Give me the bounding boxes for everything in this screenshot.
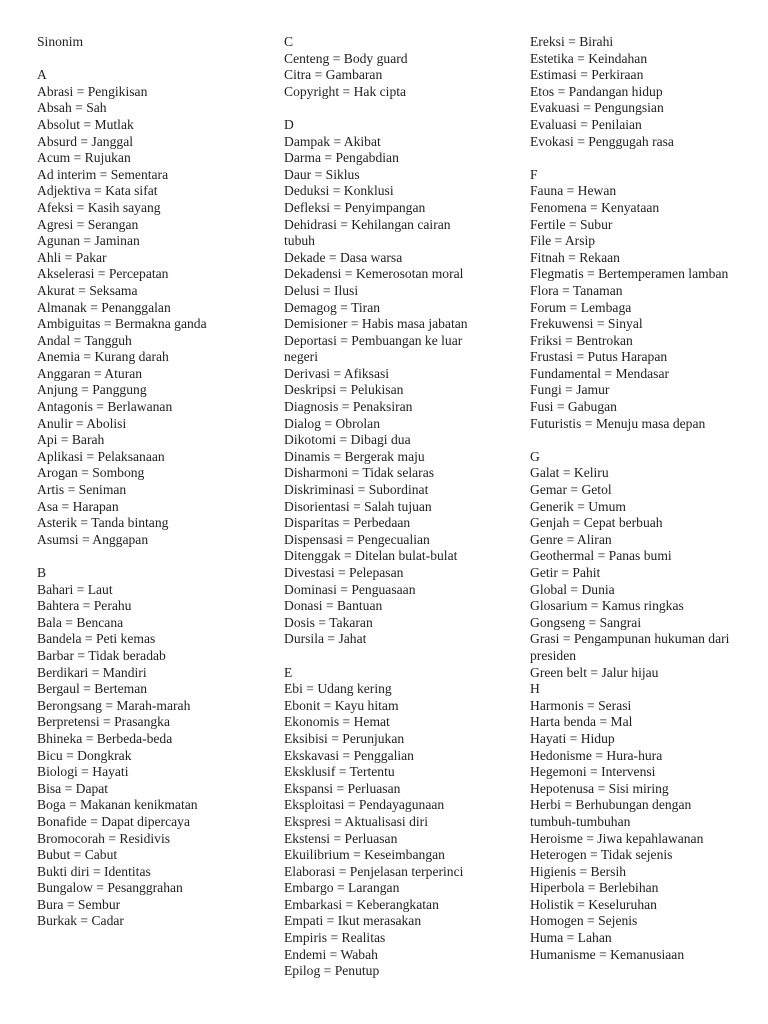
synonym-entry: Hedonisme = Hura-hura <box>530 747 663 763</box>
synonym-entry: Asa = Harapan <box>37 498 119 514</box>
synonym-entry: Arogan = Sombong <box>37 465 145 481</box>
synonym-entry: Eksklusif = Tertentu <box>284 764 395 780</box>
synonym-entry: Disorientasi = Salah tujuan <box>284 498 432 514</box>
synonym-entry: Evaluasi = Penilaian <box>530 116 642 132</box>
synonym-entry: Demagog = Tiran <box>284 299 381 315</box>
synonym-entry: Andal = Tangguh <box>37 332 132 348</box>
synonym-entry: Grasi = Pengampunan hukuman dari presiden <box>530 631 730 663</box>
synonym-entry: Artis = Seniman <box>37 482 127 498</box>
column-3 <box>530 34 730 963</box>
section-heading: D <box>284 116 294 132</box>
synonym-entry: Anjung = Panggung <box>37 382 147 398</box>
synonym-entry: Fungi = Jamur <box>530 382 610 398</box>
section-heading: E <box>284 664 293 680</box>
synonym-entry: Berdikari = Mandiri <box>37 664 147 680</box>
synonym-entry: Global = Dunia <box>530 581 615 597</box>
synonym-entry: Estimasi = Perkiraan <box>530 67 644 83</box>
synonym-entry: Aplikasi = Pelaksanaan <box>37 448 165 464</box>
synonym-entry: Epilog = Penutup <box>284 963 380 979</box>
synonym-entry: Anggaran = Aturan <box>37 365 143 381</box>
synonym-entry: Getir = Pahit <box>530 565 601 580</box>
spacer <box>284 100 479 117</box>
synonym-entry: Heroisme = Jiwa kepahlawanan <box>530 830 704 846</box>
synonym-entry: Absurd = Janggal <box>37 133 134 149</box>
synonym-entry: Diagnosis = Penaksiran <box>284 399 413 415</box>
synonym-entry: Disparitas = Perbedaan <box>284 515 411 531</box>
synonym-entry: Endemi = Wabah <box>284 946 378 962</box>
synonym-entry: Ekspresi = Aktualisasi diri <box>284 813 428 829</box>
synonym-entry: Dispensasi = Pengecualian <box>284 531 430 547</box>
synonym-entry: Dosis = Takaran <box>284 614 373 630</box>
synonym-entry: Hayati = Hidup <box>530 730 615 746</box>
synonym-entry: Absolut = Mutlak <box>37 116 134 132</box>
spacer <box>284 648 479 665</box>
synonym-entry: Dinamis = Bergerak maju <box>284 448 425 464</box>
synonym-entry: Ahli = Pakar <box>37 249 107 265</box>
synonym-entry: Bahtera = Perahu <box>37 598 132 614</box>
synonym-entry: Bura = Sembur <box>37 896 121 912</box>
synonym-entry: Barbar = Tidak beradab <box>37 647 166 663</box>
column-2 <box>284 34 479 980</box>
synonym-entry: Delusi = Ilusi <box>284 282 359 298</box>
synonym-entry: Harmonis = Serasi <box>530 697 632 713</box>
synonym-entry: Bubut = Cabut <box>37 847 118 863</box>
synonym-entry: Futuristis = Menuju masa depan <box>530 415 706 431</box>
synonym-entry: Antagonis = Berlawanan <box>37 399 173 415</box>
synonym-entry: Ebonit = Kayu hitam <box>284 697 399 713</box>
synonym-entry: Harta benda = Mal <box>530 714 633 730</box>
synonym-entry: Bandela = Peti kemas <box>37 631 156 647</box>
synonym-entry: Empati = Ikut merasakan <box>284 913 422 929</box>
synonym-entry: Citra = Gambaran <box>284 67 383 83</box>
column-1 <box>37 34 252 930</box>
synonym-entry: Bergaul = Berteman <box>37 681 148 697</box>
synonym-entry: Dursila = Jahat <box>284 631 367 647</box>
synonym-entry: Dominasi = Penguasaan <box>284 581 416 597</box>
synonym-entry: Absah = Sah <box>37 100 107 116</box>
synonym-entry: Ekspansi = Perluasan <box>284 780 401 796</box>
synonym-entry: Boga = Makanan kenikmatan <box>37 797 198 813</box>
synonym-entry: Hepotenusa = Sisi miring <box>530 780 669 796</box>
synonym-entry: Etos = Pandangan hidup <box>530 83 663 99</box>
synonym-entry: Ebi = Udang kering <box>284 681 392 697</box>
synonym-entry: Forum = Lembaga <box>530 299 632 315</box>
synonym-entry: Akselerasi = Percepatan <box>37 266 169 282</box>
synonym-entry: Derivasi = Afiksasi <box>284 365 390 381</box>
synonym-entry: Glosarium = Kamus ringkas <box>530 598 684 614</box>
synonym-entry: Ekonomis = Hemat <box>284 714 390 730</box>
synonym-entry: Ekuilibrium = Keseimbangan <box>284 847 445 863</box>
synonym-entry: Berpretensi = Prasangka <box>37 714 170 730</box>
spacer <box>37 51 252 68</box>
synonym-entry: Deduksi = Konklusi <box>284 183 394 199</box>
synonym-entry: Higienis = Bersih <box>530 863 627 879</box>
synonym-entry: Copyright = Hak cipta <box>284 83 407 99</box>
synonym-entry: Bukti diri = Identitas <box>37 863 151 879</box>
synonym-entry: Anulir = Abolisi <box>37 415 127 431</box>
synonym-entry: Heterogen = Tidak sejenis <box>530 847 673 863</box>
synonym-entry: Demisioner = Habis masa jabatan <box>284 316 468 332</box>
synonym-entry: Gemar = Getol <box>530 482 612 498</box>
synonym-entry: Ekstensi = Perluasan <box>284 830 398 846</box>
synonym-entry: Agunan = Jaminan <box>37 233 140 249</box>
synonym-entry: Homogen = Sejenis <box>530 913 638 929</box>
synonym-entry: Bungalow = Pesanggrahan <box>37 880 183 896</box>
synonym-entry: File = Arsip <box>530 233 596 249</box>
synonym-entry: Daur = Siklus <box>284 166 360 182</box>
synonym-entry: Bonafide = Dapat dipercaya <box>37 813 190 829</box>
synonym-entry: Disharmoni = Tidak selaras <box>284 465 435 481</box>
synonym-entry: Eksibisi = Perunjukan <box>284 730 405 746</box>
synonym-entry: Holistik = Keseluruhan <box>530 896 657 912</box>
synonym-entry: Ekskavasi = Penggalian <box>284 747 414 763</box>
synonym-entry: Biologi = Hayati <box>37 764 129 780</box>
synonym-entry: Empiris = Realitas <box>284 930 386 946</box>
synonym-entry: Darma = Pengabdian <box>284 150 399 166</box>
synonym-entry: Fertile = Subur <box>530 216 613 232</box>
synonym-entry: Adjektiva = Kata sifat <box>37 183 158 199</box>
synonym-entry: Frustasi = Putus Harapan <box>530 349 668 365</box>
synonym-entry: Friksi = Bentrokan <box>530 332 633 348</box>
synonym-entry: Bhineka = Berbeda-beda <box>37 730 173 746</box>
synonym-entry: Genre = Aliran <box>530 531 612 547</box>
synonym-entry: Fitnah = Rekaan <box>530 249 620 265</box>
synonym-entry: Herbi = Berhubungan dengan tumbuh-tumbuhan <box>530 797 692 829</box>
synonym-entry: Green belt = Jalur hijau <box>530 664 659 680</box>
section-heading: G <box>530 448 540 464</box>
synonym-entry: Berongsang = Marah-marah <box>37 697 191 713</box>
synonym-entry: Divestasi = Pelepasan <box>284 565 404 580</box>
synonym-entry: Diskriminasi = Subordinat <box>284 482 429 498</box>
synonym-entry: Almanak = Penanggalan <box>37 299 171 315</box>
synonym-entry: Ereksi = Birahi <box>530 34 614 49</box>
synonym-entry: Asumsi = Anggapan <box>37 531 149 547</box>
synonym-entry: Fauna = Hewan <box>530 183 617 199</box>
synonym-entry: Hegemoni = Intervensi <box>530 764 656 780</box>
synonym-entry: Dehidrasi = Kehilangan cairan tubuh <box>284 216 451 249</box>
synonym-entry: Burkak = Cadar <box>37 913 124 929</box>
synonym-entry: Humanisme = Kemanusiaan <box>530 946 685 962</box>
synonym-entry: Defleksi = Penyimpangan <box>284 199 426 215</box>
synonym-entry: Bicu = Dongkrak <box>37 747 132 763</box>
synonym-entry: Bisa = Dapat <box>37 780 109 796</box>
synonym-entry: Frekuwensi = Sinyal <box>530 316 643 332</box>
synonym-entry: Geothermal = Panas bumi <box>530 548 672 564</box>
synonym-entry: Eksploitasi = Pendayagunaan <box>284 797 445 813</box>
synonym-entry: Huma = Lahan <box>530 930 612 946</box>
section-heading: B <box>37 565 47 580</box>
synonym-entry: Gongseng = Sangrai <box>530 614 642 630</box>
section-heading: C <box>284 34 294 49</box>
section-heading: A <box>37 67 47 83</box>
synonym-entry: Ditenggak = Ditelan bulat-bulat <box>284 548 458 564</box>
section-heading: H <box>530 681 540 697</box>
synonym-entry: Hiperbola = Berlebihan <box>530 880 659 896</box>
synonym-entry: Donasi = Bantuan <box>284 598 383 614</box>
synonym-entry: Estetika = Keindahan <box>530 50 648 66</box>
synonym-entry: Api = Barah <box>37 432 105 448</box>
synonym-entry: Dekadensi = Kemerosotan moral <box>284 266 464 282</box>
synonym-entry: Dekade = Dasa warsa <box>284 249 403 265</box>
synonym-entry: Evakuasi = Pengungsian <box>530 100 664 116</box>
synonym-entry: Fusi = Gabugan <box>530 399 617 415</box>
spacer <box>37 548 252 565</box>
synonym-entry: Fundamental = Mendasar <box>530 365 670 381</box>
synonym-entry: Anemia = Kurang darah <box>37 349 169 365</box>
synonym-entry: Deportasi = Pembuangan ke luar negeri <box>284 332 463 365</box>
synonym-entry: Centeng = Body guard <box>284 50 408 66</box>
synonym-entry: Generik = Umum <box>530 498 627 514</box>
synonym-entry: Deskripsi = Pelukisan <box>284 382 404 398</box>
synonym-entry: Embarkasi = Keberangkatan <box>284 896 439 912</box>
synonym-entry: Evokasi = Penggugah rasa <box>530 133 674 149</box>
synonym-entry: Bromocorah = Residivis <box>37 830 171 846</box>
synonym-entry: Dampak = Akibat <box>284 133 381 149</box>
synonym-entry: Elaborasi = Penjelasan terperinci <box>284 863 464 879</box>
synonym-entry: Fenomena = Kenyataan <box>530 199 660 215</box>
synonym-entry: Flegmatis = Bertemperamen lamban <box>530 266 729 282</box>
synonym-entry: Flora = Tanaman <box>530 282 623 298</box>
synonym-entry: Afeksi = Kasih sayang <box>37 199 161 215</box>
spacer <box>530 432 730 449</box>
synonym-entry: Abrasi = Pengikisan <box>37 83 148 99</box>
synonym-entry: Agresi = Serangan <box>37 216 139 232</box>
synonym-entry: Dialog = Obrolan <box>284 415 381 431</box>
synonym-entry: Akurat = Seksama <box>37 282 138 298</box>
synonym-entry: Ad interim = Sementara <box>37 166 169 182</box>
synonym-entry: Ambiguitas = Bermakna ganda <box>37 316 207 332</box>
section-heading: F <box>530 166 538 182</box>
synonym-entry: Galat = Keliru <box>530 465 609 481</box>
synonym-entry: Bala = Bencana <box>37 614 124 630</box>
spacer <box>530 150 730 167</box>
synonym-entry: Asterik = Tanda bintang <box>37 515 169 531</box>
synonym-entry: Dikotomi = Dibagi dua <box>284 432 411 448</box>
page-title: Sinonim <box>37 34 84 49</box>
synonym-entry: Genjah = Cepat berbuah <box>530 515 663 531</box>
synonym-entry: Bahari = Laut <box>37 581 113 597</box>
synonym-entry: Acum = Rujukan <box>37 150 131 166</box>
synonym-entry: Embargo = Larangan <box>284 880 400 896</box>
